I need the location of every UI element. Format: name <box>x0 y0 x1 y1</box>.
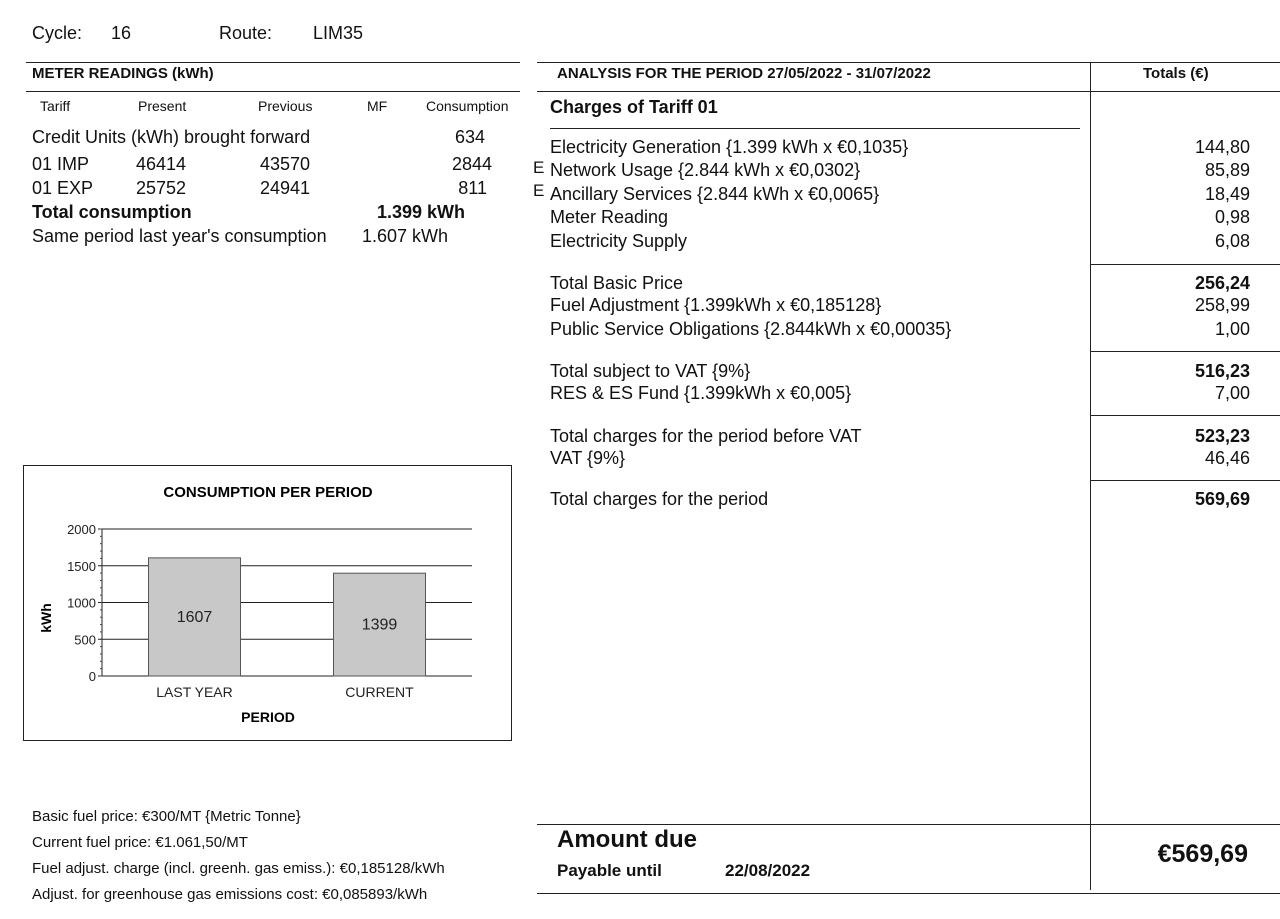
fuel-note: Basic fuel price: €300/MT {Metric Tonne} <box>32 808 301 825</box>
col-consumption: Consumption <box>426 98 509 114</box>
chart-y-tick-label: 1000 <box>67 595 96 611</box>
subtotal-rule <box>1090 480 1280 481</box>
chart-y-tick-label: 500 <box>74 632 96 648</box>
meter-header-rule <box>26 91 520 92</box>
charge-amount: 0,98 <box>1214 207 1250 227</box>
charge-amount: 256,24 <box>1194 273 1250 293</box>
meter-top-rule <box>26 62 520 63</box>
chart-x-tick-label: LAST YEAR <box>156 684 233 700</box>
charge-label: Electricity Generation {1.399 kWh x €0,1035} <box>550 137 909 157</box>
route-label: Route: <box>219 23 273 43</box>
payable-date: 22/08/2022 <box>725 861 811 880</box>
line-marker: E <box>533 158 545 177</box>
credit-label: Credit Units (kWh) brought forward <box>32 127 311 147</box>
charge-amount: 516,23 <box>1194 361 1250 381</box>
amount-due-value: €569,69 <box>1157 840 1248 868</box>
chart-title: CONSUMPTION PER PERIOD <box>163 484 373 501</box>
row-consumption: 2844 <box>451 154 492 174</box>
cycle-label: Cycle: <box>32 23 83 43</box>
charge-label: VAT {9%} <box>550 448 626 468</box>
charge-label: Ancillary Services {2.844 kWh x €0,0065} <box>550 184 880 204</box>
tariff-title-rule <box>550 128 1080 129</box>
charge-amount: 523,23 <box>1194 426 1250 446</box>
col-tariff: Tariff <box>40 98 71 114</box>
charge-amount: 258,99 <box>1194 295 1250 315</box>
cycle-value: 16 <box>111 23 132 43</box>
fuel-note: Adjust. for greenhouse gas emissions cost: €0,085893/kWh <box>32 886 428 903</box>
row-present: 46414 <box>136 154 187 174</box>
col-previous: Previous <box>258 98 313 114</box>
route-value: LIM35 <box>313 23 364 43</box>
charge-label: Total charges for the period <box>550 489 769 509</box>
tariff-title: Charges of Tariff 01 <box>550 97 718 117</box>
charge-amount: 144,80 <box>1194 137 1250 157</box>
row-consumption: 811 <box>458 178 487 198</box>
charge-label: Electricity Supply <box>550 231 688 251</box>
charge-label: Total Basic Price <box>550 273 684 293</box>
charge-label: Total subject to VAT {9%} <box>550 361 751 381</box>
amount-due-bottom-rule <box>537 893 1280 894</box>
charge-label: Public Service Obligations {2.844kWh x €0,00035} <box>550 319 952 339</box>
row-previous: 24941 <box>260 178 311 198</box>
total-consumption-label: Total consumption <box>32 202 192 222</box>
col-present: Present <box>138 98 187 114</box>
fuel-note: Current fuel price: €1.061,50/MT <box>32 834 248 851</box>
fuel-note: Fuel adjust. charge (incl. greenh. gas emiss.): €0,185128/kWh <box>32 860 445 877</box>
amount-due-top-rule <box>537 824 1280 825</box>
analysis-top-rule <box>537 62 1280 63</box>
lastyear-value: 1.607 kWh <box>362 226 449 246</box>
charge-label: Total charges for the period before VAT <box>550 426 862 446</box>
charge-label: Network Usage {2.844 kWh x €0,0302} <box>550 160 861 180</box>
totals-divider <box>1090 62 1091 890</box>
amount-due-label: Amount due <box>557 826 697 853</box>
analysis-header-rule <box>537 91 1280 92</box>
meter-title: METER READINGS (kWh) <box>32 65 214 82</box>
chart-xlabel: PERIOD <box>241 709 295 725</box>
chart-y-tick-label: 1500 <box>67 558 96 574</box>
chart-y-tick-label: 2000 <box>67 522 96 537</box>
consumption-chart-svg <box>24 466 511 740</box>
chart-bar-value-label: 1399 <box>361 616 398 634</box>
row-tariff: 01 IMP <box>32 154 90 174</box>
payable-label: Payable until <box>557 861 662 880</box>
totals-header: Totals (€) <box>1143 65 1209 82</box>
charge-amount: 18,49 <box>1204 184 1250 204</box>
charge-amount: 46,46 <box>1204 448 1250 468</box>
subtotal-rule <box>1090 264 1280 265</box>
charge-label: RES & ES Fund {1.399kWh x €0,005} <box>550 383 852 403</box>
charge-amount: 6,08 <box>1214 231 1250 251</box>
row-tariff: 01 EXP <box>32 178 94 198</box>
lastyear-label: Same period last year's consumption <box>32 226 327 246</box>
charge-amount: 569,69 <box>1194 489 1250 509</box>
charge-label: Fuel Adjustment {1.399kWh x €0,185128} <box>550 295 882 315</box>
row-previous: 43570 <box>260 154 311 174</box>
total-consumption-value: 1.399 kWh <box>377 202 466 222</box>
chart-y-tick-label: 0 <box>88 669 96 684</box>
row-present: 25752 <box>136 178 187 198</box>
charge-amount: 7,00 <box>1214 383 1250 403</box>
charge-amount: 1,00 <box>1214 319 1250 339</box>
col-mf: MF <box>367 98 388 114</box>
charge-label: Meter Reading <box>550 207 669 227</box>
charge-amount: 85,89 <box>1204 160 1250 180</box>
subtotal-rule <box>1090 351 1280 352</box>
chart-x-tick-label: CURRENT <box>345 684 414 700</box>
subtotal-rule <box>1090 415 1280 416</box>
credit-value: 634 <box>454 127 485 147</box>
chart-ylabel: kWh <box>38 603 54 633</box>
analysis-title: ANALYSIS FOR THE PERIOD 27/05/2022 - 31/07/2022 <box>557 65 931 82</box>
consumption-chart <box>23 465 512 741</box>
line-marker: E <box>533 181 545 200</box>
chart-bar-value-label: 1607 <box>176 608 213 626</box>
